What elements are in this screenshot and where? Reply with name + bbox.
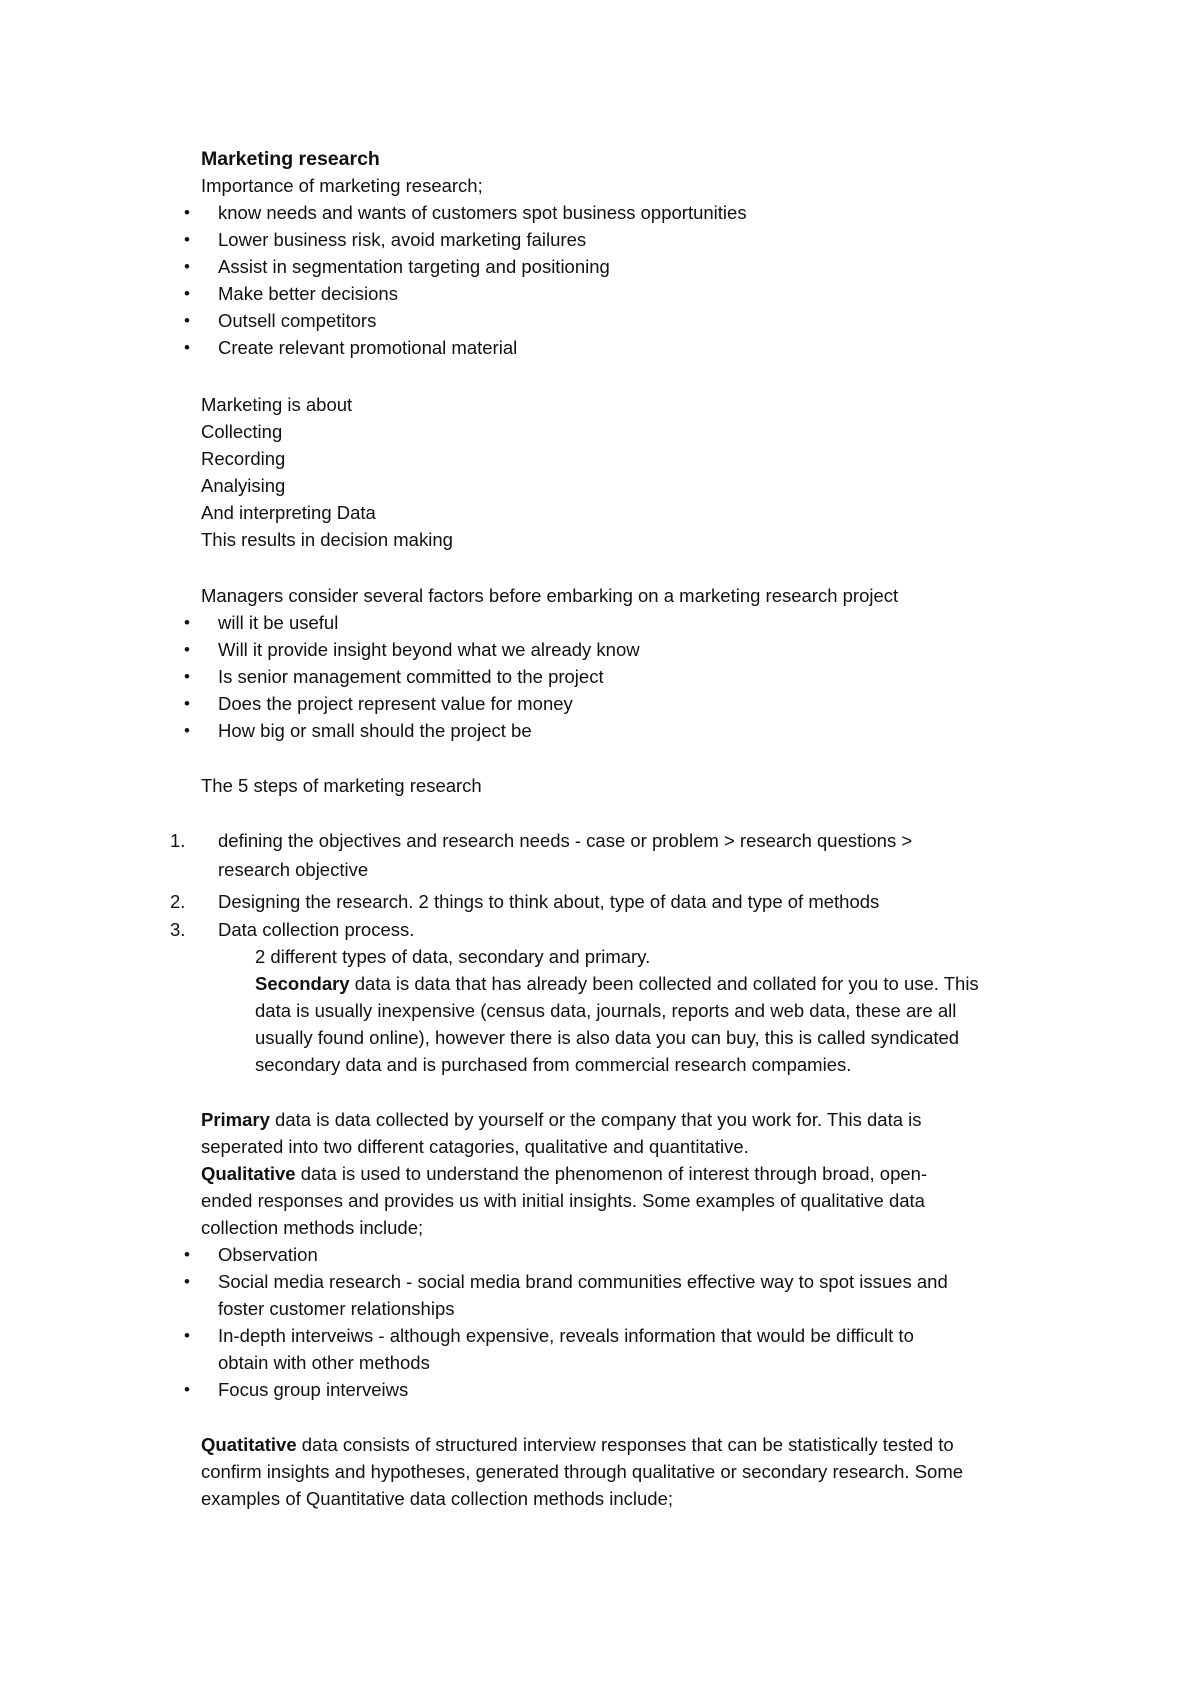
list-item-continued: obtain with other methods <box>218 1352 430 1373</box>
about-line: This results in decision making <box>201 529 453 550</box>
bullet-icon: • <box>184 1272 190 1291</box>
list-item: Does the project represent value for money <box>218 693 573 714</box>
about-line: Marketing is about <box>201 394 353 415</box>
qualitative-line: ended responses and provides us with initial insights. Some examples of qualitative data <box>201 1190 925 1211</box>
primary-line: seperated into two different catagories, qualitative and quantitative. <box>201 1136 749 1157</box>
step-text: Designing the research. 2 things to think about, type of data and type of methods <box>218 891 880 912</box>
primary-paragraph: Primary data is data collected by yourself or the company that you work for. This data is <box>201 1109 922 1130</box>
list-item: know needs and wants of customers spot business opportunities <box>218 202 747 223</box>
primary-term: Primary <box>201 1109 270 1130</box>
about-line: Recording <box>201 448 286 469</box>
step-number: 3. <box>170 919 186 940</box>
secondary-line: secondary data and is purchased from commercial research compamies. <box>255 1054 852 1075</box>
secondary-paragraph: Secondary data is data that has already been collected and collated for you to use. This <box>255 973 979 994</box>
bullet-icon: • <box>184 613 190 632</box>
managers-intro: Managers consider several factors before embarking on a marketing research project <box>201 585 899 606</box>
list-item: Social media research - social media brand communities effective way to spot issues and <box>218 1271 948 1292</box>
list-item: will it be useful <box>218 612 339 633</box>
importance-intro: Importance of marketing research; <box>201 175 483 196</box>
steps-title: The 5 steps of marketing research <box>201 775 482 796</box>
secondary-term: Secondary <box>255 973 350 994</box>
bullet-icon: • <box>184 338 190 357</box>
document-title: Marketing research <box>201 148 380 170</box>
bullet-icon: • <box>184 203 190 222</box>
bullet-icon: • <box>184 311 190 330</box>
qualitative-line: collection methods include; <box>201 1217 424 1238</box>
list-item: Lower business risk, avoid marketing failures <box>218 229 587 250</box>
bullet-icon: • <box>184 1326 190 1345</box>
bullet-icon: • <box>184 230 190 249</box>
list-item: Focus group interveiws <box>218 1379 409 1400</box>
bullet-icon: • <box>184 257 190 276</box>
step-number: 1. <box>170 830 186 851</box>
list-item: Is senior management committed to the project <box>218 666 604 687</box>
bullet-icon: • <box>184 721 190 740</box>
step-text: defining the objectives and research needs - case or problem > research questions > <box>218 830 913 851</box>
list-item: Make better decisions <box>218 283 398 304</box>
secondary-line: usually found online), however there is also data you can buy, this is called syndicated <box>255 1027 960 1048</box>
bullet-icon: • <box>184 284 190 303</box>
bullet-icon: • <box>184 1245 190 1264</box>
list-item: In-depth interveiws - although expensive, reveals information that would be difficult to <box>218 1325 914 1346</box>
quantitative-line: examples of Quantitative data collection methods include; <box>201 1488 674 1509</box>
about-line: Collecting <box>201 421 283 442</box>
quantitative-paragraph: Quatitative data consists of structured interview responses that can be statistically tested to <box>201 1434 954 1455</box>
step-text: research objective <box>218 859 369 880</box>
bullet-icon: • <box>184 694 190 713</box>
step-number: 2. <box>170 891 186 912</box>
bullet-icon: • <box>184 1380 190 1399</box>
data-types-line: 2 different types of data, secondary and primary. <box>255 946 651 967</box>
about-line: And interpreting Data <box>201 502 376 523</box>
list-item: Outsell competitors <box>218 310 377 331</box>
secondary-line: data is usually inexpensive (census data, journals, reports and web data, these are all <box>255 1000 957 1021</box>
list-item: Observation <box>218 1244 318 1265</box>
step-text: Data collection process. <box>218 919 415 940</box>
bullet-icon: • <box>184 667 190 686</box>
list-item: Will it provide insight beyond what we already know <box>218 639 640 660</box>
qualitative-term: Qualitative <box>201 1163 296 1184</box>
qualitative-paragraph: Qualitative data is used to understand the phenomenon of interest through broad, open- <box>201 1163 928 1184</box>
list-item: Create relevant promotional material <box>218 337 518 358</box>
list-item: Assist in segmentation targeting and positioning <box>218 256 610 277</box>
about-line: Analyising <box>201 475 286 496</box>
bullet-icon: • <box>184 640 190 659</box>
list-item: How big or small should the project be <box>218 720 532 741</box>
quantitative-line: confirm insights and hypotheses, generated through qualitative or secondary research. Some <box>201 1461 964 1482</box>
list-item-continued: foster customer relationships <box>218 1298 455 1319</box>
quantitative-term: Quatitative <box>201 1434 297 1455</box>
